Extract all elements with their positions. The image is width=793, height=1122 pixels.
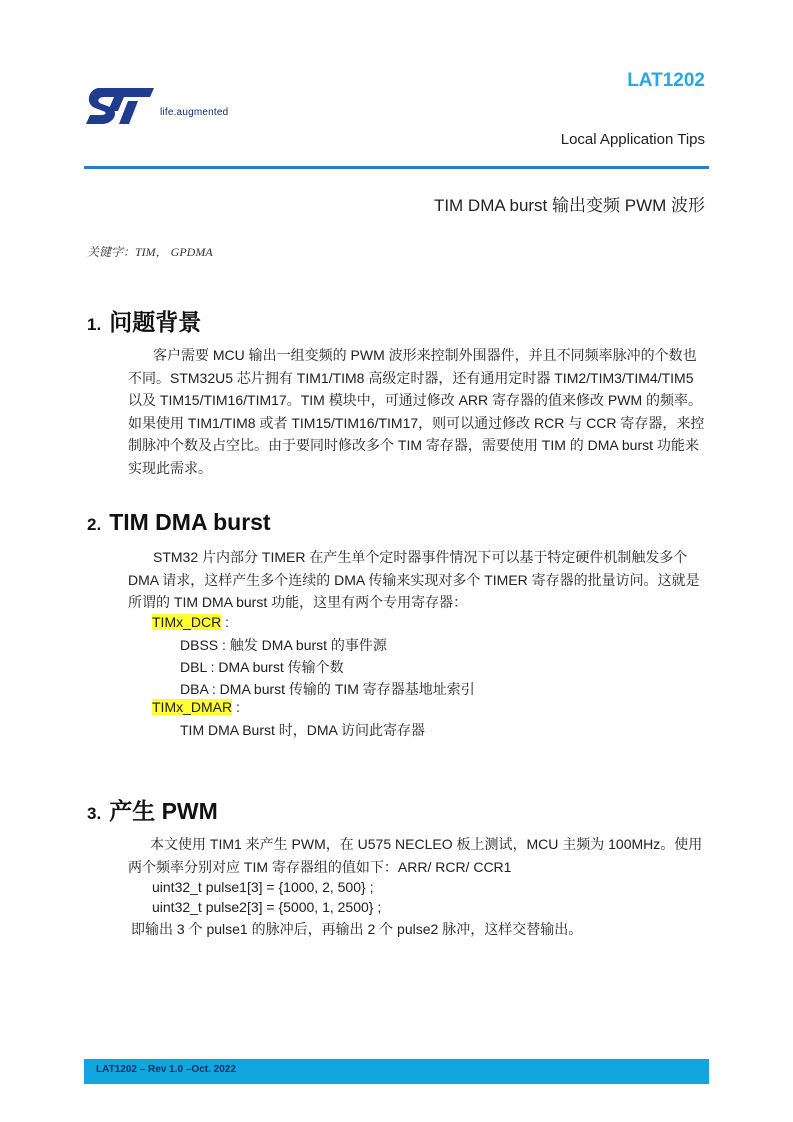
code-line: uint32_t pulse1[3] = {1000, 2, 500} ; (152, 879, 374, 895)
register-name: TIMx_DMAR (152, 699, 233, 715)
register-field: DBA : DMA burst 传输的 TIM 寄存器基地址索引 (180, 681, 475, 697)
register-name: TIMx_DCR (152, 614, 222, 630)
section-title: 问题背景 (109, 309, 202, 335)
register-dcr: TIMx_DCR : (152, 614, 230, 630)
header-divider (84, 166, 709, 169)
section-title: 产生 PWM (109, 798, 218, 824)
section-heading-1 (87, 304, 201, 337)
section-number: 2. (87, 515, 102, 534)
section-heading-2 (87, 509, 271, 536)
doc-subtitle: Local Application Tips (560, 131, 705, 148)
section-title: TIM DMA burst (109, 509, 271, 535)
register-field: DBSS : 触发 DMA burst 的事件源 (180, 637, 387, 653)
register-dmar: TIMx_DMAR : (152, 699, 240, 715)
doc-id: LAT1202 (627, 70, 705, 91)
closing-paragraph: 即输出 3 个 pulse1 的脉冲后，再输出 2 个 pulse2 脉冲，这样交替输出。 (131, 921, 583, 937)
section-paragraph-2: STM32 片内部分 TIMER 在产生单个定时器事件情况下可以基于特定硬件机制触发多个 DMA 请求，这样产生多个连续的 DMA 传输来实现对多个 TIMER 寄存器的批量访问。这就是所谓的 TIM DMA burst 功能，这里有两个专用寄存器： (128, 549, 700, 610)
st-logo-icon (84, 84, 162, 126)
doc-title: TIM DMA burst 输出变频 PWM 波形 (433, 196, 705, 215)
section-paragraph-3: 本文使用 TIM1 来产生 PWM，在 U575 NECLEO 板上测试，MCU 主频为 100MHz。使用两个频率分别对应 TIM 寄存器组的值如下：ARR/ RCR/ CCR1 (128, 836, 703, 875)
section-number: 1. (87, 315, 102, 334)
section-heading-3 (87, 793, 218, 826)
code-line: uint32_t pulse2[3] = {5000, 1, 2500} ; (152, 899, 382, 915)
section-number: 3. (87, 804, 102, 823)
tagline: life.augmented (160, 107, 229, 118)
register-field: TIM DMA Burst 时，DMA 访问此寄存器 (180, 722, 426, 738)
register-field: DBL : DMA burst 传输个数 (180, 659, 344, 675)
footer-text: LAT1202 – Rev 1.0 –Oct. 2022 (96, 1064, 236, 1075)
section-paragraph-1: 客户需要 MCU 输出一组变频的 PWM 波形来控制外围器件，并且不同频率脉冲的个数也不同。STM32U5 芯片拥有 TIM1/TIM8 高级定时器，还有通用定时器 TIM2/TIM3/TIM4/TIM5 以及 TIM15/TIM16/TIM17。TIM 模块中，可通过修改 ARR 寄存器的值来修改 PWM 的频率。如果使用 TIM1/TIM8 或者 TIM15/TIM16/TIM17，则可以通过修改 RCR 与 CCR 寄存器，来控制脉冲个数及占空比。由于要同时修改多个 TIM 寄存器，需要使用 TIM 的 DMA burst 功能来实现此需求。 (128, 347, 705, 476)
keywords: 关键字：TIM， GPDMA (87, 245, 213, 259)
